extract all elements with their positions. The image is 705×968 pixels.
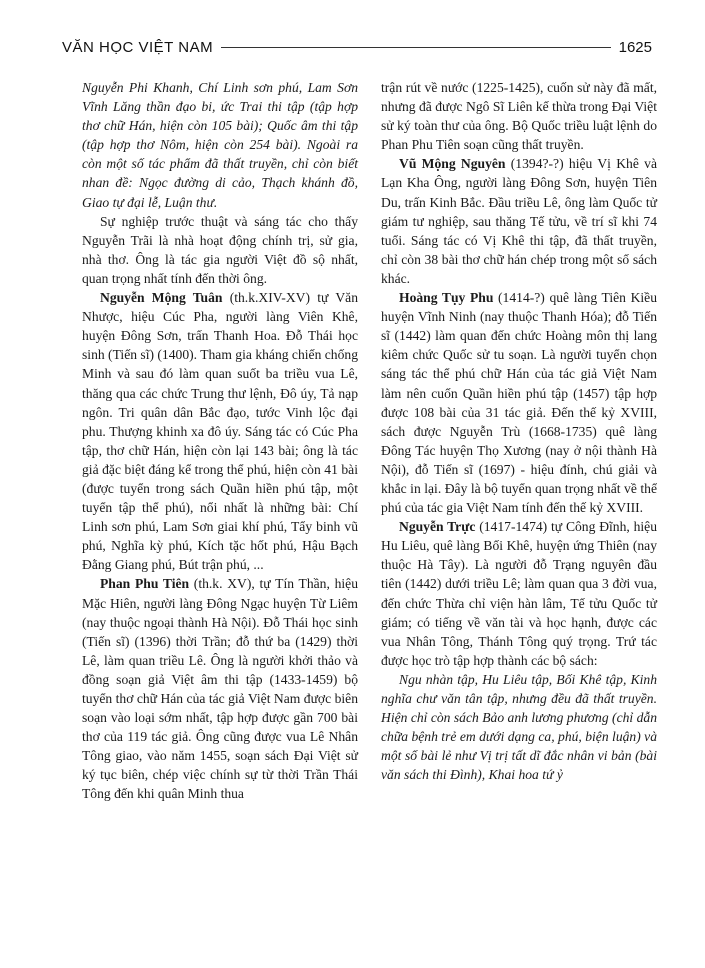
author-name: Nguyễn Mộng Tuân — [100, 290, 223, 306]
paragraph-works-nguyen-truc: Ngu nhàn tập, Hu Liêu tập, Bối Khê tập, Kinh nghĩa chư văn tân tập, nhưng đều đã thất truyền. Hiện chỉ còn sách Bảo anh lương phương (chỉ dẫn chữa bệnh trẻ em dưới dạng ca, phú, biện luận) và một số bài lẻ như Vị trị tất dĩ đắc nhân vi bản (bài văn sách thi Đình), Khai hoa tứ ỷ — [381, 671, 657, 783]
entry-nguyen-mong-tuan — [82, 288, 358, 574]
author-name: Hoàng Tụy Phu — [399, 290, 494, 306]
author-name: Nguyễn Trực — [399, 519, 476, 535]
entry-nguyen-truc — [381, 517, 657, 670]
author-name: Phan Phu Tiên — [100, 576, 190, 592]
entry-text: (1394?-?) hiệu Vị Khê và Lạn Kha Ông, người làng Đông Sơn, huyện Tiên Du, trấn Kinh Bắc. Đầu triều Lê, ông làm Quốc tử giám tư nghiệp, sau thăng Tế tửu, về trí sĩ khi 74 tuổi. Sáng tác có Vị Khê thi tập, đã thất truyền, chỉ còn 38 bài thơ chữ hán chép trong một số sách khác. — [381, 156, 657, 286]
author-name: Vũ Mộng Nguyên — [399, 156, 506, 172]
entry-text: (1414-?) quê làng Tiên Kiều huyện Vĩnh Ninh (nay thuộc Thanh Hóa); đỗ Tiến sĩ (1442) làm quan đến chức Hoàng môn thị lang kiêm chức Quốc sử tu soạn. Là người tuyển chọn sáng tác thể phú chữ Hán của tác giả Việt Nam làm nên cuốn Quần hiền phú tập (1457) tập hợp được 108 bài của 31 tác giả. Đến thế kỷ XVIII, sách được Nguyễn Trù (1668-1735) quê làng Đông Tác huyện Thọ Xương (nay ở nội thành Hà Nội), đỗ Tiến sĩ (1697) - hiệu đính, chú giải và khắc in lại. Đây là bộ tuyển quan trọng nhất về thể phú của tác gia Việt Nam tính đến thế kỷ XVIII. — [381, 290, 657, 516]
running-title: VĂN HỌC VIỆT NAM — [62, 38, 214, 56]
entry-vu-mong-nguyen — [381, 154, 657, 288]
paragraph-continuation: trận rút về nước (1225-1425), cuốn sử này đã mất, nhưng đã được Ngô Sĩ Liên kế thừa trong Đại Việt sử ký toàn thư của ông. Bộ Quốc triều luật lệnh do Phan Phu Tiên soạn cũng thất truyền. — [381, 80, 657, 153]
left-column — [82, 78, 358, 804]
entry-text: (1417-1474) tự Công Đĩnh, hiệu Hu Liêu, quê làng Bối Khê, huyện ứng Thiên (nay thuộc Hà Tây). Là người đỗ Trạng nguyên đầu tiên (1442) dưới triều Lê; làm quan qua 3 đời vua, đến chức Thừa chỉ viện hàn lâm, Tế tửu Quốc tử giám; có tiếng về văn tài và học hạnh, được các vua Nhân Tông, Thánh Tông quý trọng. Trứ tác được học trò tập hợp thành các bộ sách: — [381, 519, 658, 668]
paragraph-works-list: Nguyễn Phi Khanh, Chí Linh sơn phú, Lam Sơn Vĩnh Lăng thần đạo bi, ức Trai thi tập (tập hợp thơ chữ Hán, hiện còn 105 bài); Quốc âm thi tập (tập hợp thơ Nôm, hiện còn 254 bài). Ngoài ra còn một số tác phẩm đã thất truyền, chỉ còn biết nhan đề: Ngọc đường di cảo, Thạch khánh đồ, Giao tự đại lễ, Luận thư. — [82, 80, 358, 210]
page-number: 1625 — [618, 38, 652, 56]
paragraph-nguyen-trai-summary: Sự nghiệp trước thuật và sáng tác cho thấy Nguyễn Trãi là nhà hoạt động chính trị, sử gia, nhà thơ. Ông là tác gia người Việt đồ sộ nhất, quan trọng nhất tính đến thời ông. — [82, 213, 358, 286]
entry-text: (th.k.XIV-XV) tự Văn Nhược, hiệu Cúc Pha, người làng Viên Khê, huyện Đông Sơn, trấn Thanh Hoa. Đỗ Thái học sinh (Tiến sĩ) (1400). Tham gia kháng chiến chống Minh và sau đó làm quan suốt ba triều vua Lê, thăng qua các chức Trung thư lệnh, Đô úy, Tả nạp ngôn. Tri quân dân Bắc đạo, tước Vinh lộc đại phu. Thượng khinh xa đô úy. Sáng tác có Cúc Pha tập, thơ chữ Hán, hiện còn lại 143 bài; ông là tác giả đặc biệt đáng kể trong thể phú, hiện còn 41 bài (được tuyển trong sách Quần hiền phú tập, một tuyển tập thể phú), nổi nhất là những bài: Chí Linh sơn phú, Lam Sơn giai khí phú, Tẩy binh vũ phú, Nghĩa kỳ phú, Kích tặc hốt phú, Hậu Bạch Đằng Giang phú, Bút trận phú, ... — [82, 290, 358, 573]
page-header — [62, 36, 652, 58]
entry-hoang-tuy-phu — [381, 288, 657, 517]
header-rule — [221, 47, 611, 48]
entry-phan-phu-tien — [82, 574, 358, 803]
right-column — [381, 78, 657, 784]
entry-text: (th.k. XV), tự Tín Thần, hiệu Mặc Hiên, người làng Đông Ngạc huyện Từ Liêm (nay thuộc ngoại thành Hà Nội). Đỗ Thái học sinh (Tiến sĩ) (1396) thời Trần; đỗ thứ ba (1429) thời Lê, làm quan triều Lê. Ông là người khởi thảo và đồng soạn giả Việt âm thi tập (1433-1459) bộ tuyển thơ chữ Hán của tác giả Việt Nam được biên soạn vào loại sớm nhất, tập hợp được gần 700 bài thơ của 119 tác giả. Ông cũng được vua Lê Nhân Tông giao, vào năm 1455, soạn sách Đại Việt sử ký tục biên, chép việc chính sự từ thời Trần Thái Tông đến khi quân Minh thua — [82, 576, 358, 802]
